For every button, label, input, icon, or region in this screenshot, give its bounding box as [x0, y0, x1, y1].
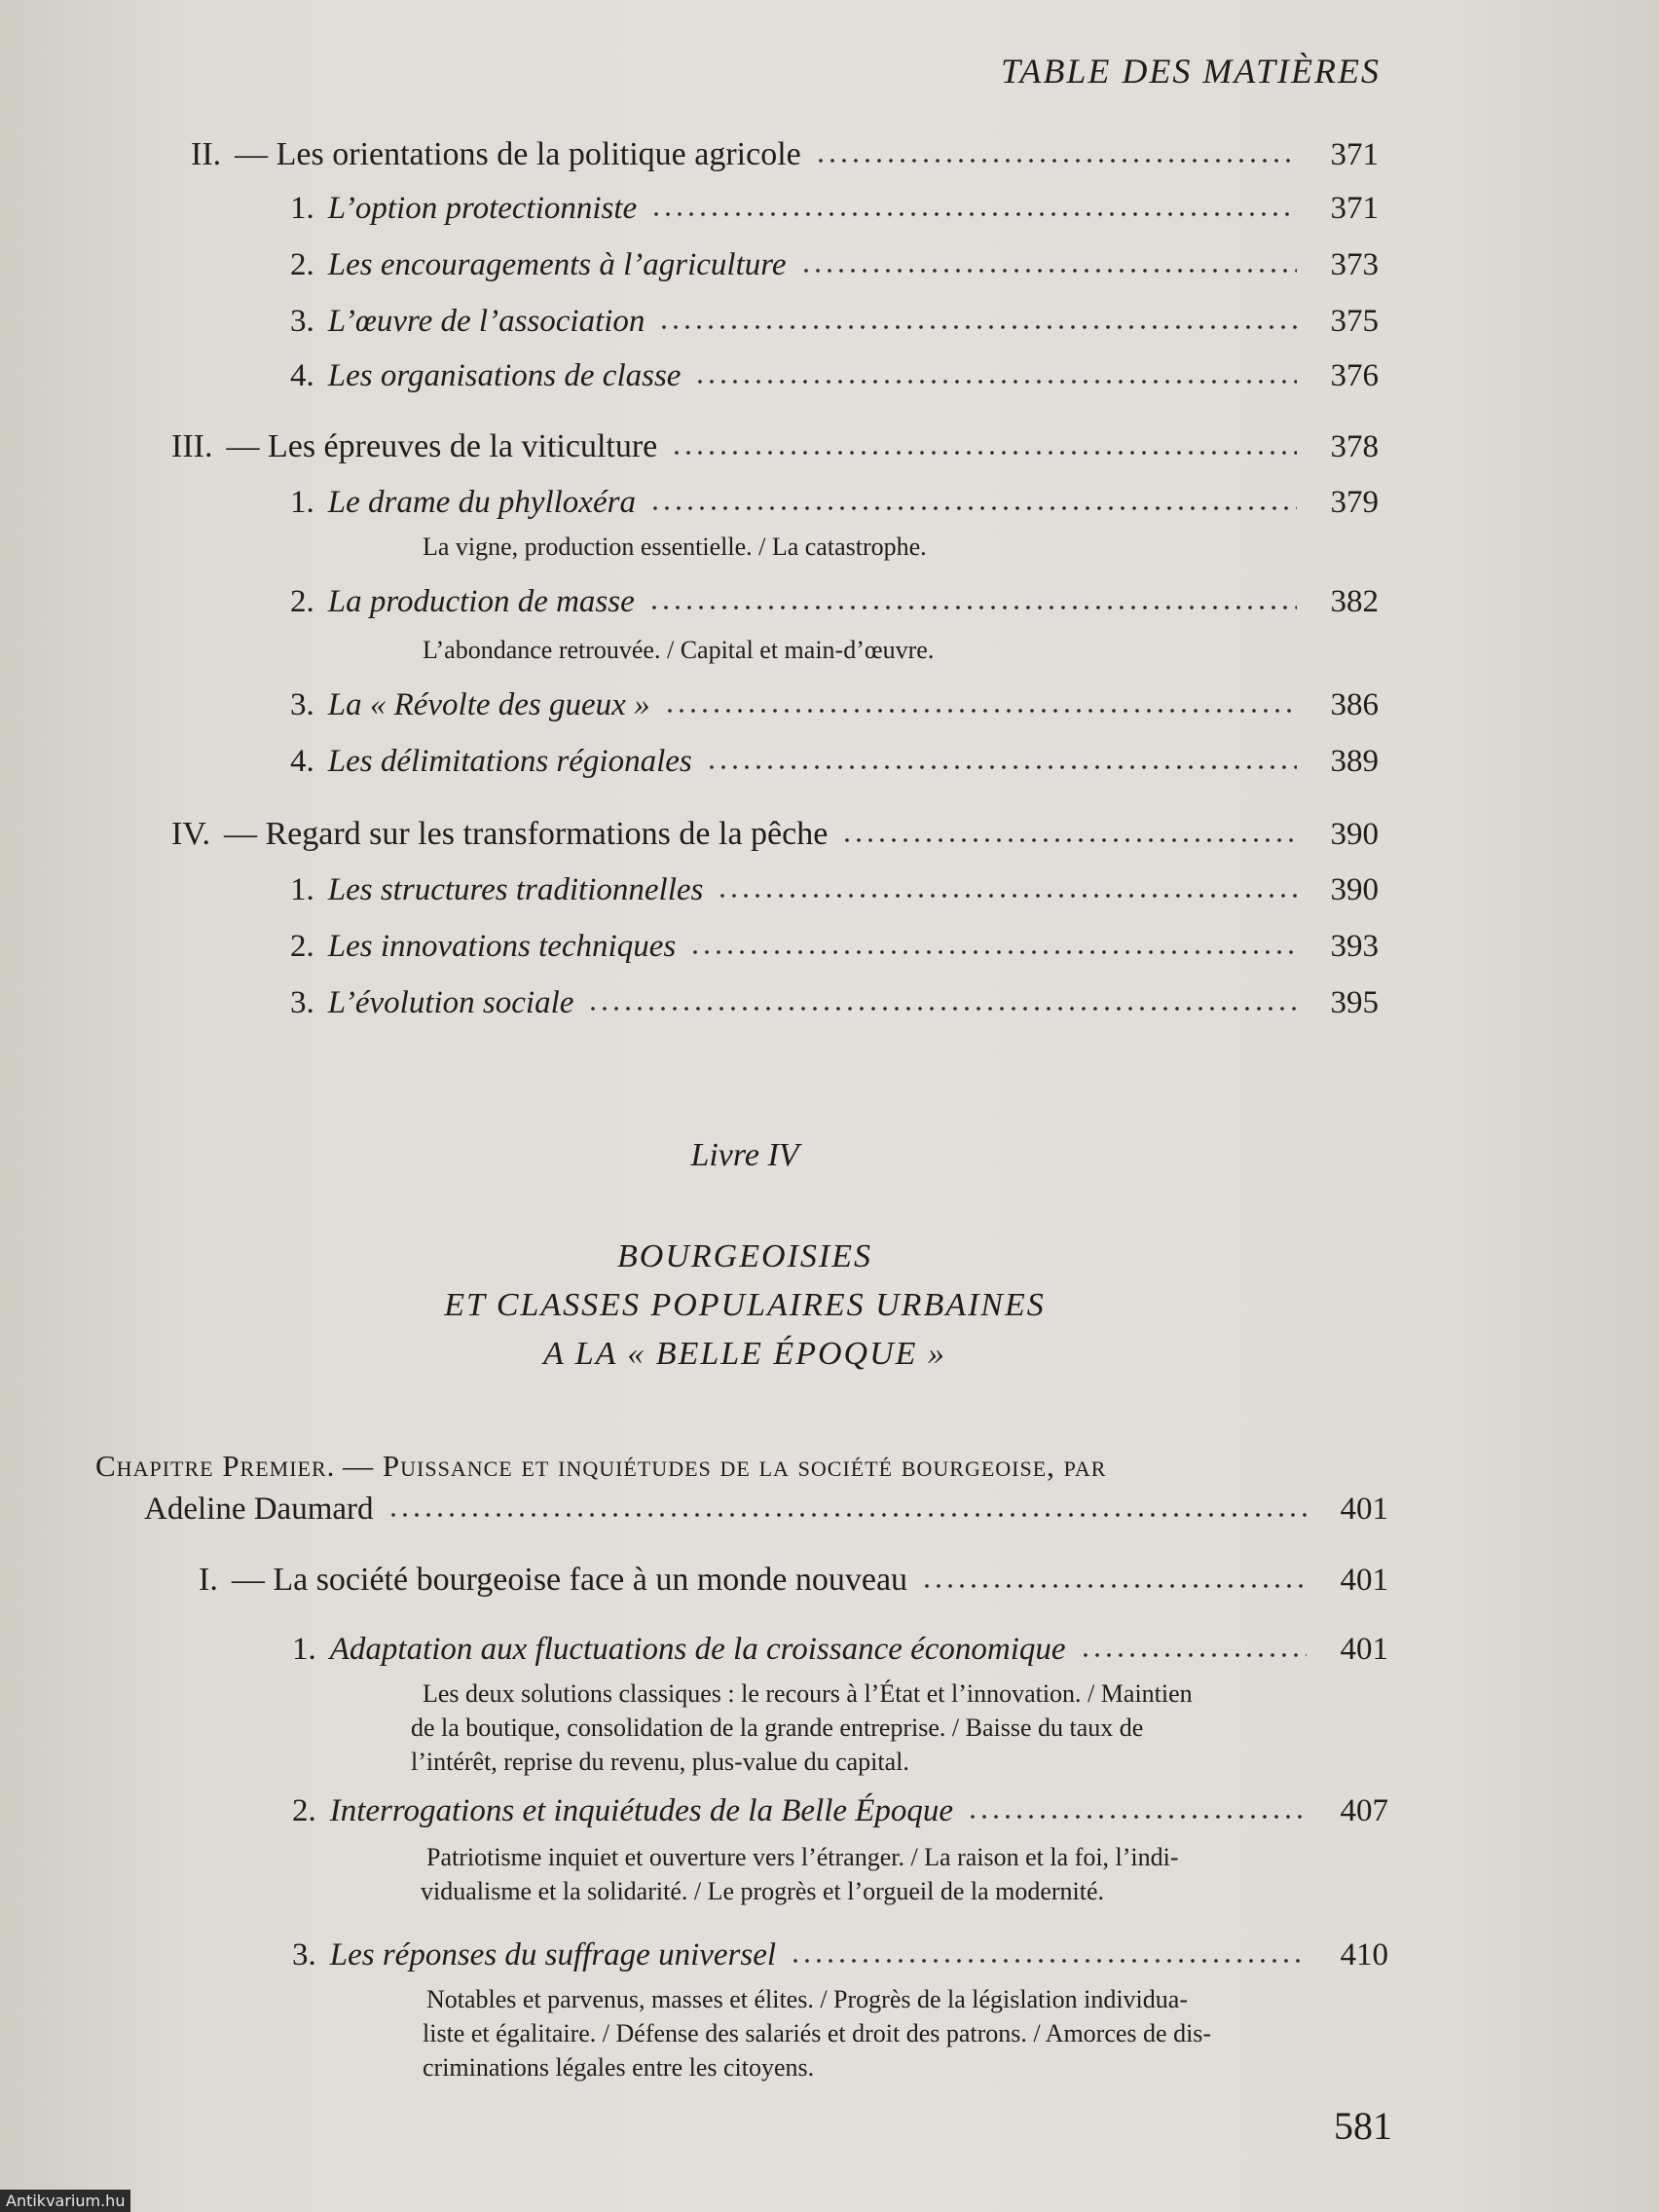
- item-summary: L’abondance retrouvée. / Capital et main-d’œuvre.: [423, 636, 935, 664]
- page-ref: 382: [1330, 584, 1379, 619]
- section-number: IV.: [171, 816, 210, 852]
- leader-dots: [671, 449, 1297, 457]
- leader-dots: [658, 323, 1297, 331]
- page-ref: 390: [1330, 817, 1379, 852]
- item-title: Les réponses du suffrage universel: [329, 1937, 777, 1972]
- toc-section-iii: [171, 428, 1379, 465]
- page-ref: 376: [1330, 358, 1379, 393]
- page-ref: 401: [1340, 1492, 1388, 1527]
- item-title: Les organisations de classe: [327, 358, 682, 393]
- page-ref: 373: [1330, 247, 1379, 282]
- page-ref: 389: [1330, 744, 1379, 779]
- item-title: L’évolution sociale: [327, 985, 574, 1020]
- page-ref: 401: [1340, 1563, 1388, 1598]
- chapter-title: — Puissance et inquiétudes de la société bourgeoise, par: [343, 1449, 1107, 1483]
- item-title: Les délimitations régionales: [327, 744, 692, 779]
- toc-item: 2. La production de masse 382: [290, 584, 1379, 619]
- page-number: 581: [1334, 2104, 1392, 2148]
- toc-item: 1. Adaptation aux fluctuations de la croissance économique 401: [292, 1632, 1388, 1667]
- leader-dots: [706, 763, 1297, 771]
- toc-item: 4. Les délimitations régionales 389: [290, 744, 1379, 779]
- leader-dots: [587, 1005, 1297, 1013]
- toc-item: 1. Le drame du phylloxéra 379: [290, 485, 1379, 520]
- leader-dots: [387, 1511, 1308, 1519]
- page-ref: 378: [1330, 429, 1379, 464]
- page-ref: 386: [1330, 687, 1379, 722]
- page-ref: 379: [1330, 485, 1379, 520]
- item-title: L’œuvre de l’association: [327, 304, 645, 339]
- page-ref: 395: [1330, 985, 1379, 1020]
- toc-item: 3. L’évolution sociale 395: [290, 985, 1379, 1020]
- leader-dots: [664, 707, 1297, 715]
- item-title: La « Révolte des gueux »: [327, 687, 650, 722]
- chapter-heading: [95, 1449, 1106, 1484]
- section-title: — Les épreuves de la viticulture: [226, 428, 658, 464]
- leader-dots: [1080, 1651, 1307, 1659]
- page-ref: 393: [1330, 929, 1379, 964]
- page-ref: 390: [1330, 872, 1379, 907]
- toc-item: 4. Les organisations de classe 376: [290, 358, 1379, 393]
- item-title: La production de masse: [327, 584, 635, 619]
- leader-dots: [689, 948, 1297, 956]
- part-title-line-2: ET CLASSES POPULAIRES URBAINES: [444, 1287, 1046, 1323]
- leader-dots: [648, 604, 1297, 611]
- toc-section-i: [199, 1562, 1388, 1599]
- part-title-line-1: BOURGEOISIES: [617, 1238, 872, 1274]
- chapter-label: Chapitre Premier.: [95, 1449, 336, 1483]
- chapter-author: Adeline Daumard: [144, 1492, 374, 1527]
- item-summary: Patriotisme inquiet et ouverture vers l’étranger. / La raison et la foi, l’indi- vidualisme et la solidarité. / Le progrès et l’orgueil de la modernité.: [421, 1843, 1179, 1905]
- leader-dots: [921, 1582, 1307, 1590]
- page-ref: 401: [1340, 1632, 1388, 1667]
- running-head: TABLE DES MATIÈRES: [1001, 52, 1381, 91]
- section-number: III.: [171, 428, 213, 464]
- toc-section-iv: [171, 816, 1379, 853]
- item-summary: La vigne, production essentielle. / La catastrophe.: [423, 533, 927, 561]
- leader-dots: [967, 1813, 1307, 1821]
- book-part-label: Livre IV: [690, 1137, 799, 1173]
- toc-section-ii: [191, 136, 1379, 173]
- section-number: I.: [199, 1562, 218, 1598]
- item-title: Adaptation aux fluctuations de la croissance économique: [329, 1632, 1066, 1667]
- section-number: II.: [191, 136, 222, 172]
- toc-item: 3. La « Révolte des gueux » 386: [290, 687, 1379, 722]
- toc-item: 1. L’option protectionniste 371: [290, 191, 1379, 226]
- page-ref: 410: [1340, 1937, 1388, 1972]
- page-ref: 371: [1330, 137, 1379, 172]
- page-ref: 375: [1330, 304, 1379, 339]
- page-ref: 371: [1330, 191, 1379, 226]
- leader-dots: [649, 504, 1297, 512]
- leader-dots: [694, 378, 1297, 386]
- item-summary: Les deux solutions classiques : le recours à l’État et l’innovation. / Maintien de la boutique, consolidation de la grande entreprise. / Baisse du taux de l’intérêt, reprise du revenu, plus-value du capital.: [411, 1679, 1193, 1776]
- leader-dots: [717, 892, 1297, 900]
- toc-item: 2. Interrogations et inquiétudes de la Belle Époque 407: [292, 1793, 1388, 1828]
- leader-dots: [790, 1957, 1307, 1965]
- leader-dots: [650, 210, 1297, 218]
- page-ref: 407: [1340, 1793, 1388, 1828]
- item-title: Les structures traditionnelles: [327, 872, 704, 907]
- leader-dots: [841, 836, 1297, 844]
- item-title: Les innovations techniques: [327, 929, 677, 964]
- leader-dots: [815, 157, 1297, 165]
- section-title: — La société bourgeoise face à un monde nouveau: [231, 1562, 908, 1598]
- item-title: Le drame du phylloxéra: [327, 485, 636, 520]
- toc-item: 3. Les réponses du suffrage universel 410: [292, 1937, 1388, 1972]
- item-title: Interrogations et inquiétudes de la Belle Époque: [329, 1793, 954, 1828]
- toc-item: 2. Les encouragements à l’agriculture 373: [290, 247, 1379, 282]
- item-title: Les encouragements à l’agriculture: [327, 247, 787, 282]
- item-title: L’option protectionniste: [327, 191, 638, 226]
- section-title: — Regard sur les transformations de la pêche: [224, 816, 829, 852]
- toc-item: 3. L’œuvre de l’association 375: [290, 304, 1379, 339]
- leader-dots: [800, 267, 1297, 275]
- watermark-logo: Antikvarium.hu: [0, 2190, 130, 2212]
- toc-item: 2. Les innovations techniques 393: [290, 929, 1379, 964]
- part-title-line-3: A LA « BELLE ÉPOQUE »: [543, 1336, 946, 1372]
- chapter-author-line: [144, 1492, 1388, 1528]
- item-summary: Notables et parvenus, masses et élites. / Progrès de la législation individua- liste et égalitaire. / Défense des salariés et droit des patrons. / Amorces de dis- criminations légales entre les citoyens.: [423, 1985, 1212, 2082]
- section-title: — Les orientations de la politique agricole: [235, 136, 801, 172]
- toc-item: 1. Les structures traditionnelles 390: [290, 872, 1379, 907]
